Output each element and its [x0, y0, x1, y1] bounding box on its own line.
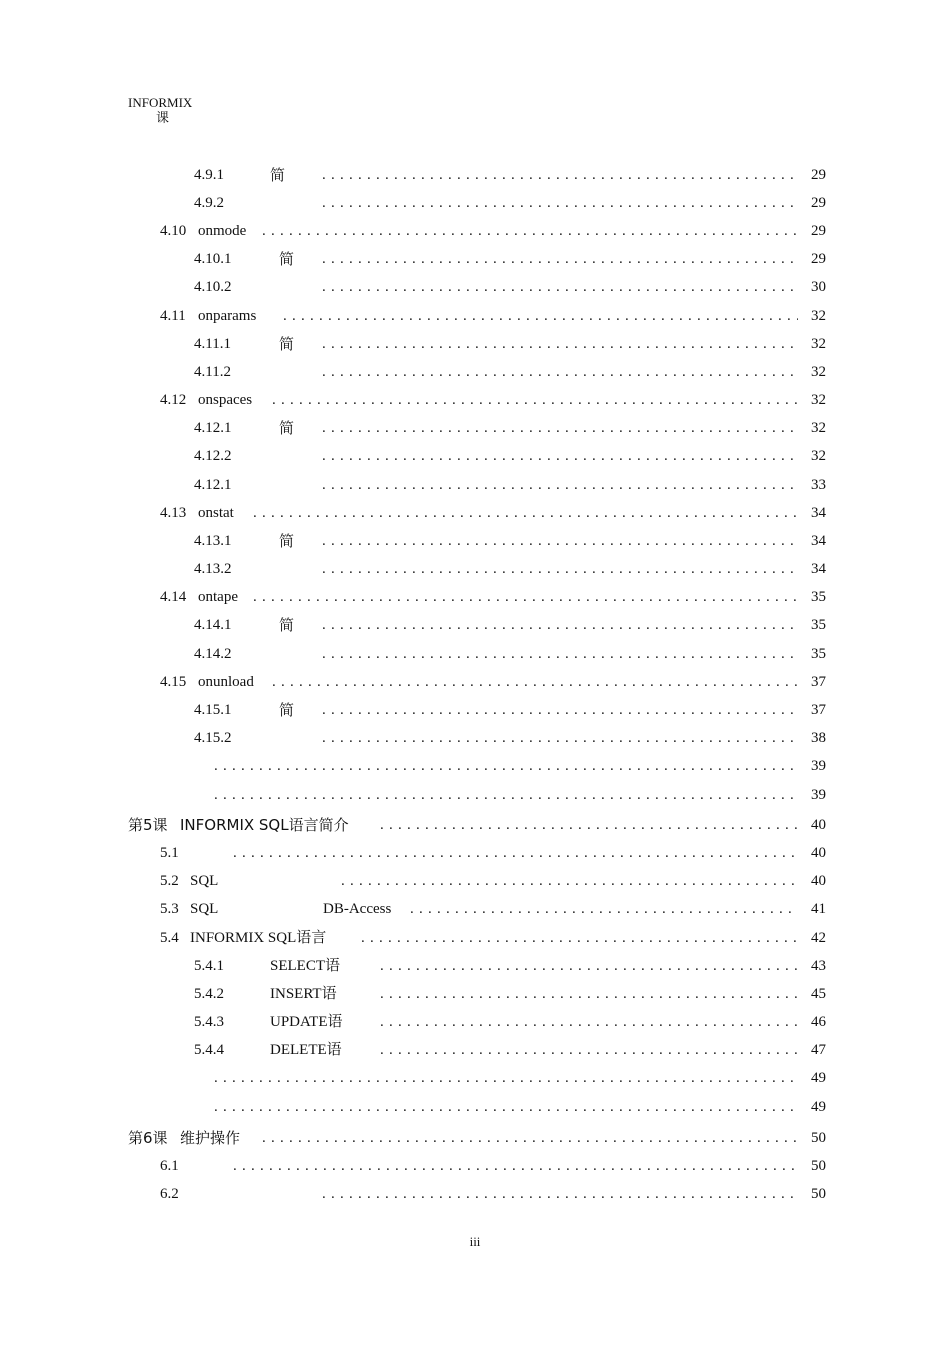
- toc-number: 4.11: [160, 308, 186, 324]
- toc-title: onunload: [198, 674, 254, 690]
- toc-leader: [272, 390, 798, 410]
- toc-page: 40: [811, 873, 826, 889]
- toc-page: 34: [811, 533, 826, 549]
- toc-leader: [253, 503, 798, 523]
- toc-entry[interactable]: [0, 165, 950, 185]
- toc-entry[interactable]: [0, 728, 950, 748]
- toc-page: 39: [811, 758, 826, 774]
- toc-number: 4.13: [160, 505, 187, 521]
- toc-leader: [322, 559, 798, 579]
- toc-leader: [262, 221, 798, 241]
- toc-title: 简: [279, 701, 295, 719]
- toc-page: 40: [811, 845, 826, 861]
- toc-page: 42: [811, 930, 826, 946]
- toc-page: 32: [811, 308, 826, 324]
- toc-page: 35: [811, 617, 826, 633]
- toc-leader: [322, 644, 798, 664]
- toc-entry[interactable]: [0, 306, 950, 326]
- toc-number: 4.12.2: [194, 448, 232, 464]
- toc-page: 41: [811, 901, 826, 917]
- toc-number: 5.4.4: [194, 1042, 224, 1058]
- toc-title: 维护操作: [180, 1129, 241, 1147]
- toc-number: 4.10: [160, 223, 187, 239]
- toc-page: 47: [811, 1042, 826, 1058]
- toc-page: 37: [811, 674, 826, 690]
- toc-number: 4.9.2: [194, 195, 224, 211]
- toc-number: 4.12.1: [194, 477, 232, 493]
- toc-number: 4.13.2: [194, 561, 232, 577]
- toc-entry[interactable]: [0, 785, 950, 805]
- toc-leader: [361, 928, 798, 948]
- toc-leader: [322, 728, 798, 748]
- toc-entry[interactable]: [0, 390, 950, 410]
- toc-leader: [253, 587, 798, 607]
- toc-leader: [322, 418, 798, 438]
- toc-entry[interactable]: [0, 928, 950, 948]
- toc-entry[interactable]: [0, 700, 950, 720]
- toc-leader: [322, 531, 798, 551]
- toc-title: onstat: [198, 505, 234, 521]
- toc-page: 32: [811, 336, 826, 352]
- toc-title: INFORMIX SQL语言简介: [180, 816, 349, 834]
- toc-entry[interactable]: [0, 1097, 950, 1117]
- toc-leader: [380, 1040, 798, 1060]
- toc-entry[interactable]: [0, 475, 950, 495]
- toc-entry[interactable]: [0, 587, 950, 607]
- toc-leader: [380, 815, 798, 835]
- toc-number: 5.1: [160, 845, 179, 861]
- toc-number: 第5课: [128, 816, 168, 834]
- toc-leader: [262, 1128, 798, 1148]
- toc-entry[interactable]: [0, 956, 950, 976]
- toc-number: 4.11.1: [194, 336, 231, 352]
- toc-leader: [341, 871, 798, 891]
- toc-page: 43: [811, 958, 826, 974]
- toc-number: 4.15.1: [194, 702, 232, 718]
- toc-title: 简: [279, 419, 295, 437]
- toc-page: 32: [811, 392, 826, 408]
- toc-title: 简: [279, 532, 295, 550]
- toc-entry[interactable]: [0, 503, 950, 523]
- toc-entry[interactable]: [0, 362, 950, 382]
- toc-entry[interactable]: [0, 1040, 950, 1060]
- toc-leader: [322, 700, 798, 720]
- toc-page: 34: [811, 561, 826, 577]
- toc-leader: [410, 899, 798, 919]
- toc-page: 33: [811, 477, 826, 493]
- toc-title: 简: [279, 250, 295, 268]
- toc-number: 4.14.2: [194, 646, 232, 662]
- toc-entry[interactable]: [0, 615, 950, 635]
- toc-page: 39: [811, 787, 826, 803]
- toc-page: 50: [811, 1130, 826, 1146]
- toc-page: 32: [811, 364, 826, 380]
- toc-entry[interactable]: [0, 334, 950, 354]
- toc-title: UPDATE语: [270, 1014, 343, 1030]
- toc-page: 49: [811, 1070, 826, 1086]
- toc-number: 4.15: [160, 674, 187, 690]
- toc-entry[interactable]: [0, 193, 950, 213]
- toc-leader: [214, 1068, 798, 1088]
- toc-title: SQL: [190, 901, 219, 917]
- toc-leader: [322, 334, 798, 354]
- toc-page: 32: [811, 448, 826, 464]
- toc-leader: [322, 165, 798, 185]
- toc-number: 4.12.1: [194, 420, 232, 436]
- toc-page: 30: [811, 279, 826, 295]
- toc-page: 29: [811, 251, 826, 267]
- header-title: INFORMIX: [128, 95, 193, 110]
- toc-number: 4.15.2: [194, 730, 232, 746]
- toc-leader: [322, 1184, 798, 1204]
- toc-title: 简: [279, 616, 295, 634]
- page-number: iii: [469, 1234, 481, 1249]
- toc-number: 5.4.1: [194, 958, 224, 974]
- toc-leader: [380, 984, 798, 1004]
- toc-leader: [322, 277, 798, 297]
- toc-leader: [214, 1097, 798, 1117]
- toc-page: 34: [811, 505, 826, 521]
- toc-leader: [322, 475, 798, 495]
- toc-page: 29: [811, 195, 826, 211]
- toc-number: 4.13.1: [194, 533, 232, 549]
- header-subtitle: 课: [156, 111, 170, 126]
- toc-entry[interactable]: [0, 672, 950, 692]
- toc-entry[interactable]: [0, 221, 950, 241]
- toc-page: 37: [811, 702, 826, 718]
- toc-title: SQL: [190, 873, 219, 889]
- toc-number: 4.9.1: [194, 167, 224, 183]
- toc-number: 5.4: [160, 930, 179, 946]
- toc-leader: [380, 956, 798, 976]
- toc-leader: [214, 756, 798, 776]
- toc-number: 6.2: [160, 1186, 179, 1202]
- toc-number: 4.10.1: [194, 251, 232, 267]
- toc-number: 4.12: [160, 392, 187, 408]
- toc-page: 50: [811, 1158, 826, 1174]
- toc-title: ontape: [198, 589, 238, 605]
- toc-entry[interactable]: [0, 756, 950, 776]
- toc-leader: [380, 1012, 798, 1032]
- toc-entry[interactable]: [0, 1012, 950, 1032]
- toc-leader: [283, 306, 798, 326]
- toc-title: DELETE语: [270, 1042, 342, 1058]
- toc-title-extra: DB-Access: [323, 901, 392, 917]
- toc-title: onmode: [198, 223, 247, 239]
- toc-title: 简: [279, 335, 295, 353]
- toc-entry[interactable]: [0, 899, 950, 919]
- toc-leader: [272, 672, 798, 692]
- toc-entry[interactable]: [0, 843, 950, 863]
- toc-number: 5.3: [160, 901, 179, 917]
- toc-entry[interactable]: [0, 277, 950, 297]
- toc-title: SELECT语: [270, 958, 340, 974]
- toc-leader: [322, 362, 798, 382]
- toc-entry[interactable]: [0, 1068, 950, 1088]
- toc-number: 6.1: [160, 1158, 179, 1174]
- toc-title: INSERT语: [270, 986, 337, 1002]
- toc-entry[interactable]: [0, 249, 950, 269]
- toc-entry[interactable]: [0, 531, 950, 551]
- toc-number: 5.4.3: [194, 1014, 224, 1030]
- toc-page: 35: [811, 589, 826, 605]
- toc-leader: [322, 249, 798, 269]
- toc-title: 简: [270, 166, 286, 184]
- toc-page: 29: [811, 167, 826, 183]
- toc-number: 5.4.2: [194, 986, 224, 1002]
- toc-entry[interactable]: [0, 984, 950, 1004]
- toc-entry[interactable]: [0, 871, 950, 891]
- toc-number: 5.2: [160, 873, 179, 889]
- toc-page: 35: [811, 646, 826, 662]
- toc-entry[interactable]: [0, 1156, 950, 1176]
- toc-leader: [322, 615, 798, 635]
- toc-leader: [322, 193, 798, 213]
- toc-leader: [214, 785, 798, 805]
- toc-number: 4.14.1: [194, 617, 232, 633]
- toc-entry[interactable]: [0, 559, 950, 579]
- toc-entry[interactable]: [0, 1184, 950, 1204]
- toc-page: 49: [811, 1099, 826, 1115]
- toc-chapter-entry[interactable]: [0, 1128, 950, 1148]
- toc-leader: [233, 1156, 798, 1176]
- toc-page: 38: [811, 730, 826, 746]
- toc-leader: [322, 446, 798, 466]
- toc-number: 4.11.2: [194, 364, 231, 380]
- toc-page: 45: [811, 986, 826, 1002]
- toc-leader: [233, 843, 798, 863]
- toc-page: 32: [811, 420, 826, 436]
- toc-number: 4.10.2: [194, 279, 232, 295]
- toc-title: INFORMIX SQL语言: [190, 930, 327, 946]
- toc-entry[interactable]: [0, 644, 950, 664]
- toc-number: 第6课: [128, 1129, 168, 1147]
- toc-number: 4.14: [160, 589, 187, 605]
- toc-chapter-entry[interactable]: [0, 815, 950, 835]
- toc-page: 29: [811, 223, 826, 239]
- toc-page: 46: [811, 1014, 826, 1030]
- toc-entry[interactable]: [0, 446, 950, 466]
- toc-entry[interactable]: [0, 418, 950, 438]
- toc-page: 50: [811, 1186, 826, 1202]
- toc-title: onparams: [198, 308, 257, 324]
- toc-page: 40: [811, 817, 826, 833]
- toc-title: onspaces: [198, 392, 253, 408]
